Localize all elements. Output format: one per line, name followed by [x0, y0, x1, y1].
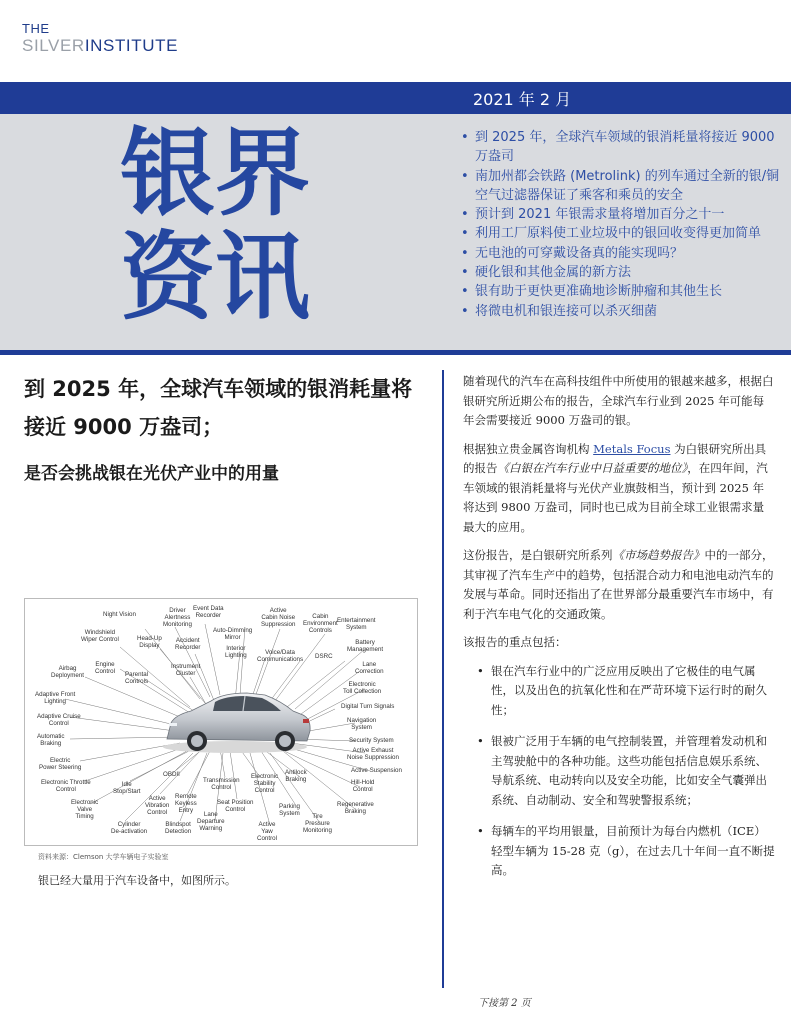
- label-instrument-cluster: Instrument Cluster: [171, 663, 201, 677]
- label-electronic-stability-control: Electronic Stability Control: [251, 773, 279, 794]
- label-antilock-braking: Antilock Braking: [285, 769, 307, 783]
- paragraph-3: [463, 546, 775, 624]
- banner-underline: [0, 350, 791, 355]
- p2-text: 为白银研究所出具的报告: [463, 441, 767, 475]
- headline-list: [459, 128, 781, 321]
- paragraph-4: 该报告的重点包括：: [463, 635, 567, 649]
- label-digital-turn-signals: Digital Turn Signals: [341, 703, 395, 710]
- article-body: [463, 372, 775, 893]
- label-seat-position-control: Seat Position Control: [217, 799, 254, 813]
- headline-item[interactable]: • 将微电机和银连接可以杀灭细菌: [459, 302, 781, 321]
- newsletter-title-line-2: 资讯: [120, 222, 311, 333]
- label-electronic-throttle-control: Electronic Throttle Control: [41, 779, 91, 793]
- label-head-up-display: Head-Up Display: [137, 635, 162, 649]
- label-driver-alertness: Driver Alertness Monitoring: [163, 607, 192, 628]
- figure-caption: 银已经大量用于汽车设备中，如图所示。: [38, 874, 236, 887]
- p3-text: 中的一部分，其审视了汽车生产中的趋势，包括混合动力和电池电动汽车的发展与革命。同时还指出了在世界部分最重要汽车市场中，有利于汽车电气化的交通政策。: [463, 548, 774, 621]
- label-active-exhaust-noise: Active Exhaust Noise Suppression: [347, 747, 399, 761]
- label-accident-recorder: Accident Recorder: [175, 637, 201, 651]
- logo-name: [22, 37, 178, 54]
- label-active-suspension: Active Suspension: [351, 767, 402, 774]
- column-divider: [442, 370, 444, 988]
- p2-text: ，在四年间，汽车领域的银消耗量将与光伏产业旗鼓相当，预计到 2025 年将达到 9800 万盎司，同时也已成为目前全球工业银需求量最大的应用。: [463, 461, 768, 534]
- label-adaptive-front-lighting: Adaptive Front Lighting: [35, 691, 76, 705]
- key-points-list: [463, 662, 775, 881]
- label-transmission-control: Transmission Control: [203, 777, 240, 791]
- key-point: • 银在汽车行业中的广泛应用反映出了它极佳的电气属性，以及出色的抗氧化性和在严苛环境下运行时的耐久性；: [463, 662, 775, 721]
- label-event-data-recorder: Event Data Recorder: [193, 605, 224, 619]
- label-adaptive-cruise-control: Adaptive Cruise Control: [37, 713, 81, 727]
- issue-date: 2021 年 2 月: [473, 90, 572, 109]
- article-title: 到 2025 年，全球汽车领域的银消耗量将接近 9000 万盎司；: [24, 377, 413, 439]
- label-voice-data-communications: Voice/Data Communications: [257, 649, 304, 663]
- label-night-vision: Night Vision: [103, 611, 136, 618]
- headline-item[interactable]: • 预计到 2021 年银需求量将增加百分之十一: [459, 205, 781, 224]
- label-active-yaw-control: Active Yaw Control: [257, 821, 277, 842]
- paragraph-2: [463, 440, 775, 538]
- label-parental-controls: Parental Controls: [125, 671, 149, 685]
- label-cabin-environment: Cabin Environment Controls: [303, 613, 338, 634]
- label-blindspot-detection: Blindspot Detection: [165, 821, 192, 835]
- label-lane-correction: Lane Correction: [355, 661, 384, 675]
- article-subtitle: 是否会挑战银在光伏产业中的用量: [24, 464, 279, 484]
- paragraph-1: 随着现代的汽车在高科技组件中所使用的银越来越多，根据白银研究所近期公布的报告，全球汽车行业到 2025 年可能每年会需要接近 9000 万盎司的银。: [463, 374, 774, 427]
- logo-the: THE: [22, 21, 50, 36]
- headline-item[interactable]: • 硬化银和其他金属的新方法: [459, 263, 781, 282]
- label-active-vibration-control: Active Vibration Control: [145, 795, 170, 816]
- continued-footer[interactable]: 下接第 2 页: [478, 998, 531, 1009]
- p3-text: 这份报告，是白银研究所系列: [463, 548, 613, 562]
- newsletter-title-line-1: 银界: [120, 118, 311, 229]
- label-electric-power-steering: Electric Power Steering: [39, 757, 82, 771]
- label-security-system: Security System: [349, 737, 394, 744]
- label-obdii: OBDII: [163, 771, 180, 778]
- label-engine-control: Engine Control: [95, 661, 115, 675]
- headline-item[interactable]: • 无电池的可穿戴设备真的能实现吗？: [459, 244, 781, 263]
- label-electronic-toll-collection: Electronic Toll Collection: [343, 681, 382, 695]
- figure-source: 资料来源：Clemson 大学车辆电子实验室: [38, 853, 169, 861]
- headline-item[interactable]: • 南加州都会铁路 (Metrolink) 的列车通过全新的银/铜空气过滤器保证了乘客和乘员的安全: [459, 167, 781, 206]
- label-tire-pressure-monitoring: Tire Pressure Monitoring: [303, 813, 332, 834]
- car-electronics-figure: [24, 598, 418, 846]
- silver-institute-logo: [22, 22, 178, 54]
- label-hill-hold-control: Hill-Hold Control: [351, 779, 375, 793]
- newsletter-title: [120, 118, 320, 333]
- label-automatic-braking: Automatic Braking: [37, 733, 65, 747]
- logo-institute: INSTITUTE: [84, 36, 179, 55]
- headline-item[interactable]: • 银有助于更快更准确地诊断肿瘤和其他生长: [459, 282, 781, 301]
- logo-silver: SILVER: [22, 36, 85, 55]
- headline-item[interactable]: • 利用工厂原料使工业垃圾中的银回收变得更加简单: [459, 224, 781, 243]
- key-point: • 每辆车的平均用银量，目前预计为每台内燃机（ICE）轻型车辆为 15-28 克（g），在过去几十年间一直不断提高。: [463, 822, 775, 881]
- label-parking-system: Parking System: [279, 803, 300, 817]
- label-electronic-valve-timing: Electronic Valve Timing: [71, 799, 99, 820]
- label-lane-departure-warning: Lane Departure Warning: [197, 811, 225, 832]
- label-battery-management: Battery Management: [347, 639, 384, 653]
- label-entertainment-system: Entertainment System: [337, 617, 376, 631]
- header-bar: [0, 82, 791, 114]
- label-active-cabin-noise: Active Cabin Noise Suppression: [261, 607, 296, 628]
- p2-text: 根据独立贵金属咨询机构: [463, 441, 594, 456]
- label-interior-lighting: Interior Lighting: [225, 645, 247, 659]
- label-windshield-wiper: Windshield Wiper Control: [81, 629, 119, 643]
- label-regenerative-braking: Regenerative Braking: [337, 801, 374, 815]
- report-title: 《白银在汽车行业中日益重要的地位》: [497, 461, 688, 475]
- label-cylinder-deactivation: Cylinder De-activation: [111, 821, 148, 835]
- metals-focus-link[interactable]: Metals Focus: [593, 441, 671, 456]
- label-airbag-deployment: Airbag Deployment: [51, 665, 85, 679]
- label-remote-keyless-entry: Remote Keyless Entry: [175, 793, 197, 814]
- label-dsrc: DSRC: [315, 653, 333, 660]
- label-auto-dimming-mirror: Auto-Dimming Mirror: [213, 627, 253, 641]
- key-point: • 银被广泛用于车辆的电气控制装置，并管理着发动机和主驾驶舱中的各种功能。这些功能包括信息娱乐系统、导航系统、电动转向以及安全功能，比如安全气囊弹出系统、自动制动、安全和驾驶警报系统；: [463, 732, 775, 810]
- headline-item[interactable]: • 到 2025 年，全球汽车领域的银消耗量将接近 9000 万盎司: [459, 128, 781, 167]
- label-idle-stop-start: Idle Stop/Start: [113, 781, 141, 795]
- series-title: 《市场趋势报告》: [612, 548, 705, 562]
- label-navigation-system: Navigation System: [347, 717, 377, 731]
